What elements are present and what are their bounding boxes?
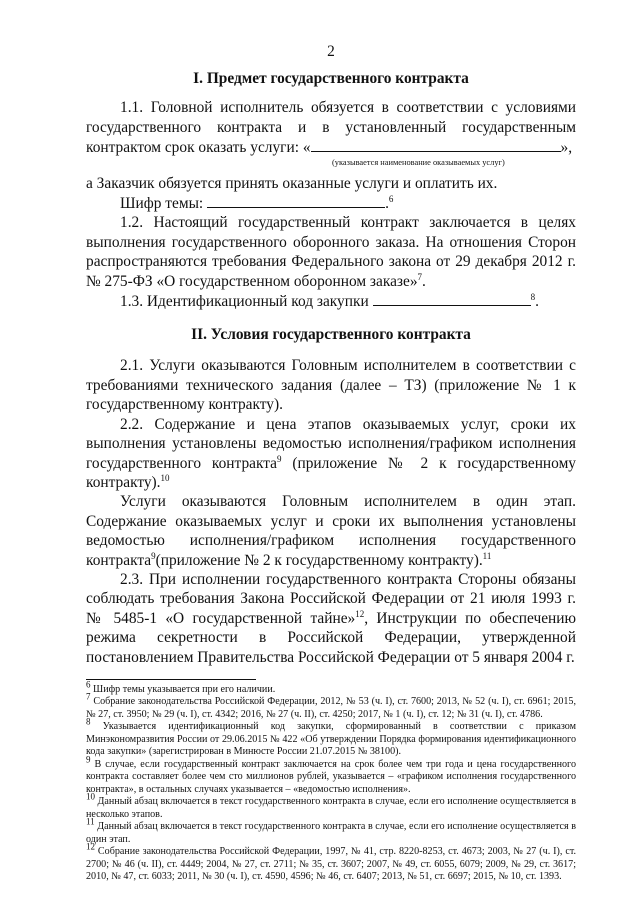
footnote-text: Собрание законодательства Российской Федерации, 1997, № 41, стр. 8220-8253, ст. 4673; 2003, № 27 (ч. I), ст. 2700; № 46 (ч. II), ст. 4449; 2004, № 27, ст. 2711; № 35, ст. 3607; 2007, № 49, ст. 6055, 6079; 2009, № 29, ст. 3617; 2010, № 47, ст. 6033; 2011, № 30 (ч. I), ст. 4590, 4596; № 46, ст. 6407; 2013, № 51, ст. 6697; 2015, № 10, ст. 1393. xyxy=(86,846,576,883)
footnote-6 xyxy=(86,679,576,697)
paragraph-2-2-text: 2.2. Содержание и цена этапов оказываемых услуг, сроки их выполнения установлены ведомостью исполнения/графиком исполнения государственного контракта xyxy=(86,415,576,472)
services-name-blank xyxy=(311,137,561,152)
footnote-num: 9 xyxy=(86,754,91,765)
footnote-num: 8 xyxy=(86,717,91,728)
footnote-ref-9b: 9 xyxy=(151,550,156,561)
paragraph-1-1-close: », xyxy=(560,139,573,157)
footnote-text: Собрание законодательства Российской Федерации, 2012, № 53 (ч. I), ст. 7600; 2013, № 52 (ч. I), ст. 6961; 2015, № 27, ст. 3950; № 29 (ч. I), ст. 4342; 2016, № 27 (ч. II), ст. 4250; 2017, № 1 (ч. I), ст. 12; № 31 (ч. I), ст. 4786. xyxy=(86,696,576,720)
footnote-8 xyxy=(86,717,576,759)
footnote-ref-9a: 9 xyxy=(277,453,282,464)
paragraph-2-2 xyxy=(86,415,576,493)
footnote-7 xyxy=(86,692,576,721)
paragraph-2-2-alt-text-b: (приложение № 2 к государственному контракту). xyxy=(155,551,483,569)
paragraph-1-1-cont: а Заказчик обязуется принять оказанные услуги и оплатить их. xyxy=(86,174,498,192)
paragraph-1-2-text: 1.2. Настоящий государственный контракт заключается в целях выполнения государственного оборонного заказа. На отношения Сторон распространяются требования Федерального закона от 29 декабря 2012 г. № 275-ФЗ «О государственном оборонном заказе» xyxy=(86,214,576,290)
footnote-ref-10: 10 xyxy=(160,472,170,483)
footnote-ref-6: 6 xyxy=(388,193,394,204)
footnotes xyxy=(86,679,576,884)
paragraph-1-1 xyxy=(86,98,576,157)
footnote-text: Шифр темы указывается при его наличии. xyxy=(90,683,276,695)
footnote-num: 6 xyxy=(86,679,91,690)
section-1-title: I. Предмет государственного контракта xyxy=(193,70,469,88)
paragraph-1-3 xyxy=(86,291,576,311)
paragraph-1-3-end: . xyxy=(535,293,539,311)
paragraph-2-1: 2.1. Услуги оказываются Головным исполнителем в соответствии с требованиями технического задания (далее – ТЗ) (приложение № 1 к государственному контракту). xyxy=(86,357,576,414)
footnote-10 xyxy=(86,792,576,821)
paragraph-2-2-text-b: (приложение № 2 к государственному контракту). xyxy=(86,454,577,491)
footnote-ref-11: 11 xyxy=(482,550,492,561)
footnote-separator xyxy=(86,679,256,680)
cipher-line xyxy=(86,193,576,213)
footnote-num: 7 xyxy=(86,692,91,703)
paragraph-2-3-text: 2.3. При исполнении государственного контракта Стороны обязаны соблюдать требования Закона Российской Федерации от 21 июля 1993 г. № 5485-1 «О государственной тайне» xyxy=(86,570,576,627)
footnote-text: Данный абзац включается в текст государственного контракта в случае, если его исполнение осуществляется в один этап. xyxy=(86,821,576,845)
footnote-num: 12 xyxy=(86,842,95,853)
procurement-code-blank xyxy=(373,291,531,306)
footnote-ref-7: 7 xyxy=(417,271,423,282)
services-caption: (указывается наименование оказываемых услуг) xyxy=(332,157,505,167)
footnote-9 xyxy=(86,754,576,797)
paragraph-1-3-text: 1.3. Идентификационный код закупки xyxy=(120,293,369,311)
paragraph-1-2 xyxy=(86,213,576,291)
footnote-11 xyxy=(86,817,576,846)
paragraph-1-2-end: . xyxy=(422,272,426,290)
cipher-label: Шифр темы: xyxy=(120,195,204,213)
paragraph-2-3-text-b: , Инструкции по обеспечению режима секретности в Российской Федерации, утвержденной постановлением Правительства Российской Федерации от 5 января 2004 г. xyxy=(86,609,577,666)
footnote-num: 10 xyxy=(86,792,95,803)
footnote-text: Указывается идентификационный код закупки, сформированный в соответствии с приказом Минэкономразвития России от 29.06.2015 № 422 «Об утверждении Порядка формирования идентификационного кода закупки» (зарегистрирован в Минюсте России 21.07.2015 № 38100). xyxy=(86,721,576,758)
paragraph-2-2-alt-text: Услуги оказываются Головным исполнителем в один этап. Содержание оказываемых услуг и сроки их выполнения установлены ведомостью исполнения/графиком исполнения государственного контракта xyxy=(86,493,576,569)
paragraph-2-3 xyxy=(86,570,576,667)
footnote-ref-8: 8 xyxy=(530,291,536,302)
cipher-end: . xyxy=(385,195,389,213)
footnote-text: Данный абзац включается в текст государственного контракта в случае, если его исполнение осуществляется в несколько этапов. xyxy=(86,796,576,820)
paragraph-1-1-text: 1.1. Головной исполнитель обязуется в соответствии с условиями государственного контракта и в установленный государственным контрактом срок оказать услуги: « xyxy=(86,99,576,157)
footnote-num: 11 xyxy=(86,817,95,828)
paragraph-2-2-alt xyxy=(86,492,576,570)
section-2-title: II. Условия государственного контракта xyxy=(191,326,471,344)
footnote-text: В случае, если государственный контракт заключается на срок более чем три года и цена государственного контракта составляет более чем сто миллионов рублей, указывается – «графиком исполнения государственного контракта», в остальных случаях указывается – «ведомостью исполнения». xyxy=(86,758,576,795)
footnote-12 xyxy=(86,842,576,884)
footnote-ref-12: 12 xyxy=(355,608,365,619)
page-number: 2 xyxy=(327,43,335,60)
cipher-blank xyxy=(207,193,385,208)
